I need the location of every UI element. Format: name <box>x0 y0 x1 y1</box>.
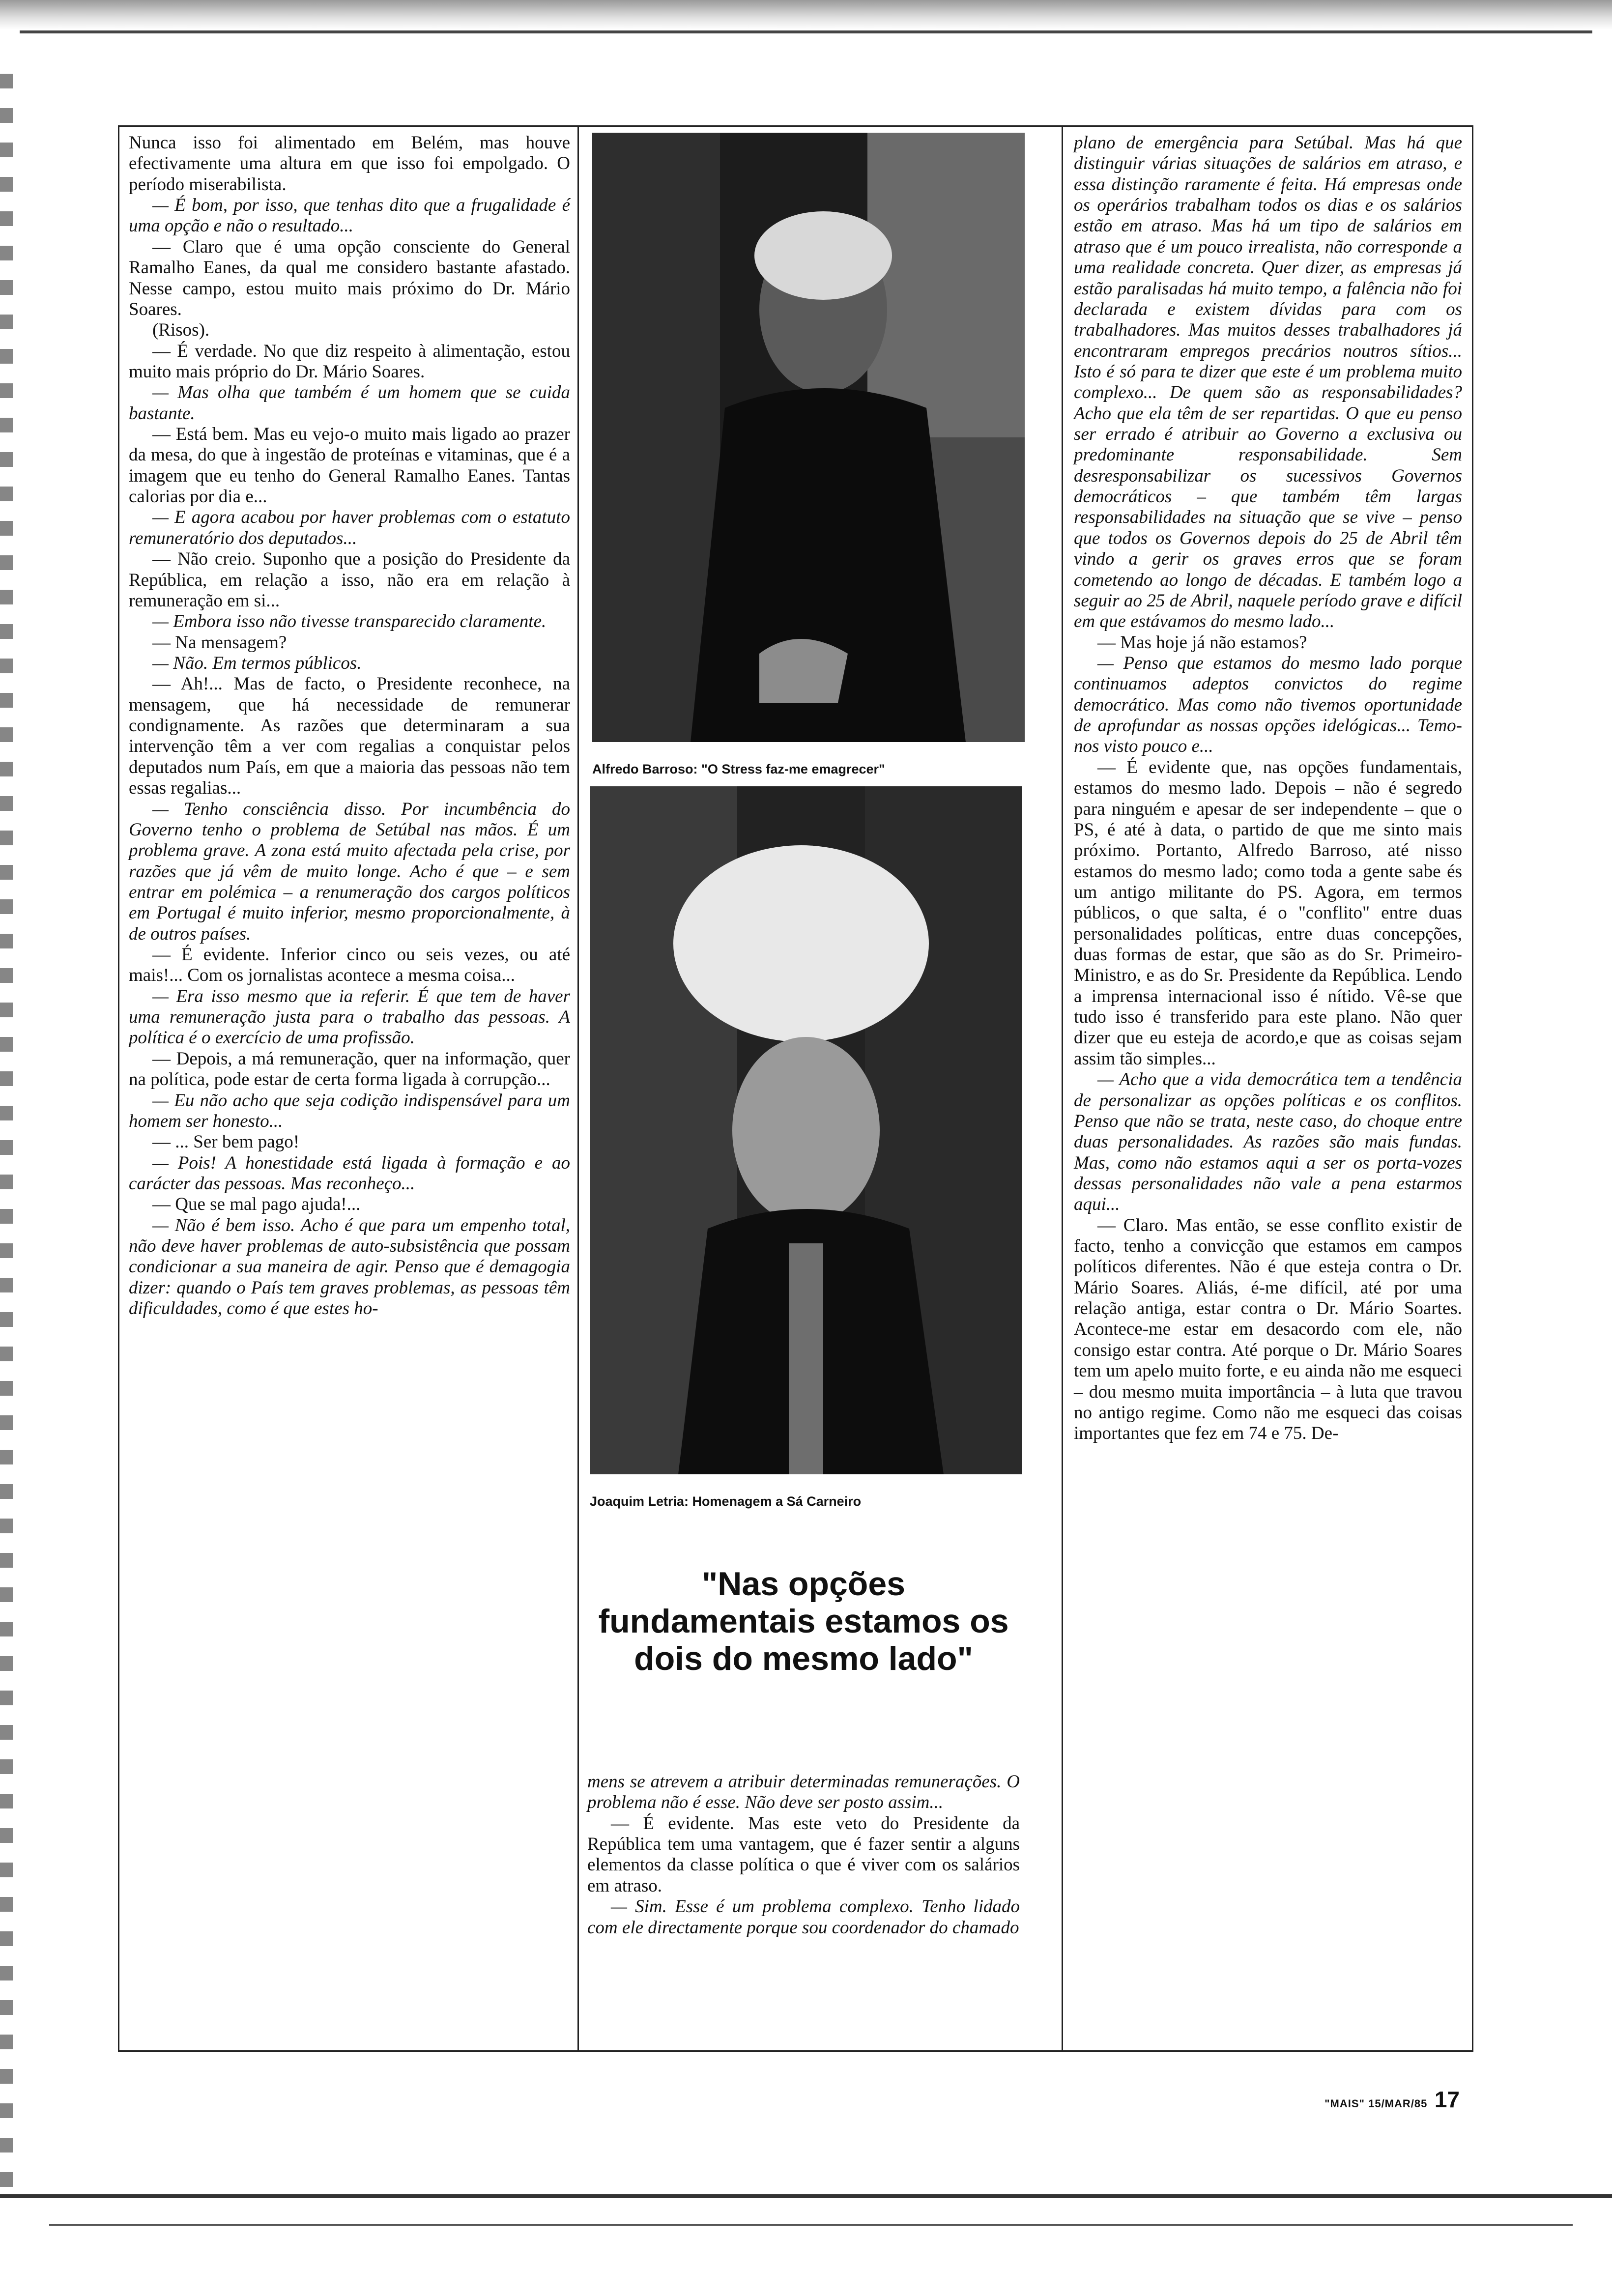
photo-alfredo-barroso <box>592 133 1025 742</box>
paragraph: — Está bem. Mas eu vejo-o muito mais ligado ao prazer da mesa, do que à ingestão de proteínas e vitaminas, que é a imagem que eu tenho do General Ramalho Eanes. Tantas calorias por dia e... <box>129 424 570 507</box>
photo-joaquim-letria <box>590 786 1022 1474</box>
paragraph: — Sim. Esse é um problema complexo. Tenho lidado com ele directamente porque sou coordenador do chamado <box>587 1896 1020 1938</box>
pull-quote-headline: "Nas opções fundamentais estamos os dois do mesmo lado" <box>598 1565 1009 1678</box>
paragraph: — Mas hoje já não estamos? <box>1097 632 1307 653</box>
rule-bottom <box>118 2050 1473 2052</box>
article-column-2 <box>587 1772 1020 1938</box>
paragraph: — Era isso mesmo que ia referir. É que tem de haver uma remuneração justa para o trabalho das pessoas. A política é o exercício de uma profissão. <box>129 986 570 1048</box>
article-column-1 <box>129 133 570 1319</box>
paragraph: — Não. Em termos públicos. <box>152 653 362 673</box>
article-column-3 <box>1074 133 1462 1444</box>
paragraph: — Embora isso não tivesse transparecido claramente. <box>152 611 547 632</box>
paragraph: — Tenho consciência disso. Por incumbência do Governo tenho o problema de Setúbal nas mãos. É um problema grave. A zona está muito afectada pela crise, por razões que já vêm de muito longe. Acho é que – e sem entrar em polémica – a renumeração dos cargos políticos em Portugal é muito inferior, mesmo proporcionalmente, à de outros países. <box>129 799 570 944</box>
paragraph: — Que se mal pago ajuda!... <box>152 1194 361 1215</box>
photo-1-caption: Alfredo Barroso: "O Stress faz-me emagrecer" <box>592 762 885 776</box>
photo-2-caption: Joaquim Letria: Homenagem a Sá Carneiro <box>590 1494 862 1509</box>
scan-top-edge <box>0 0 1612 29</box>
paragraph: — É evidente. Mas este veto do Presidente da República tem uma vantagem, que é fazer sentir a alguns elementos da classe política o que é viver com os salários em atraso. <box>587 1813 1020 1896</box>
paragraph: — É evidente. Inferior cinco ou seis vezes, ou até mais!... Com os jornalistas acontece a mesma coisa... <box>129 945 570 986</box>
paragraph: — É verdade. No que diz respeito à alimentação, estou muito mais próprio do Dr. Mário Soares. <box>129 341 570 382</box>
paragraph: — Pois! A honestidade está ligada à formação e ao carácter das pessoas. Mas reconheço... <box>129 1152 570 1194</box>
paragraph: — ... Ser bem pago! <box>152 1132 300 1152</box>
scan-top-rule <box>20 30 1592 33</box>
paragraph: — Acho que a vida democrática tem a tendência de personalizar as opções políticas e os conflitos. Penso que não se trata, neste caso, do choque entre duas personalidades. As razões são mais fundas. Mas, como não estamos aqui a ser os porta-vozes dessas personalidades não vale a pena estarmos aqui... <box>1074 1069 1462 1215</box>
paragraph: mens se atrevem a atribuir determinadas remunerações. O problema não é esse. Não deve ser posto assim... <box>587 1772 1020 1813</box>
column-rule-right <box>1472 125 1473 2052</box>
paragraph: Nunca isso foi alimentado em Belém, mas houve efectivamente uma altura em que isso foi empolgado. O período miserabilista. <box>129 133 570 195</box>
paragraph: plano de emergência para Setúbal. Mas há que distinguir várias situações de salários em atraso, e essa distinção raramente é feita. Há empresas onde os operários trabalham todos os dias e os salários estão em atraso. Mas há um tipo de salários em atraso que é um pouco irrealista, não corresponde a uma realidade concreta. Quer dizer, as empresas já estão paralisadas há muito tempo, a falência não foi declarada e existem dívidas para com os trabalhadores. Mas muitos desses trabalhadores já encontraram empregos precários noutros sítios... Isto é só para te dizer que este é um problema muito complexo... De quem são as responsabilidades? Acho que ela têm de ser repartidas. O que eu penso ser errado é atribuir ao Governo a exclusiva ou predominante responsabilidade. Sem desresponsabilizar os sucessivos Governos democráticos – que também têm largas responsabilidades na situação que se vive – penso que todos os Governos depois do 25 de Abril têm vindo a gerir os graves erros que se foram cometendo ao longo de décadas. E também logo a seguir ao 25 de Abril, naquele período grave e difícil em que estávamos do mesmo lado... <box>1074 133 1462 632</box>
paragraph: — Não é bem isso. Acho é que para um empenho total, não deve haver problemas de auto-subsistência que possam condicionar a sua maneira de agir. Penso que é demagogia dizer: quando o País tem graves problemas, as pessoas têm dificuldades, como é que estes ho- <box>129 1215 570 1319</box>
paragraph: — Não creio. Suponho que a posição do Presidente da República, em relação a isso, não era em relação à remuneração em si... <box>129 549 570 611</box>
column-rule-left <box>118 125 119 2052</box>
paragraph: — Depois, a má remuneração, quer na informação, quer na política, pode estar de certa forma ligada à corrupção... <box>129 1048 570 1090</box>
paragraph: — Ah!... Mas de facto, o Presidente reconhece, na mensagem, que há necessidade de remunerar condignamente. As razões que determinaram a sua intervenção têm a ver com regalias a conquistar pelos deputados num País, em que a maioria das pessoas não tem essas regalias... <box>129 674 570 799</box>
paragraph: — Mas olha que também é um homem que se cuida bastante. <box>129 382 570 424</box>
paragraph: — É evidente que, nas opções fundamentais, estamos do mesmo lado. Depois – não é segredo para ninguém e apesar de ser independente – que o PS, é até à data, o partido de que me sinto mais próximo. Portanto, Alfredo Barroso, até nisso estamos do mesmo lado; como toda a gente sabe és um antigo militante do PS. Agora, em termos públicos, o que salta, é o "conflito" entre duas personalidades políticas, entre duas concepções, duas formas de estar, que são as do Sr. Primeiro-Ministro, e as do Sr. Presidente da República. Lendo a imprensa internacional isso é nítido. Vê-se que tudo isso é transferido para este plano. Não quer dizer que eu esteja de acordo,e que as coisas sejam assim tão simples... <box>1074 757 1462 1069</box>
paragraph: — Claro que é uma opção consciente do General Ramalho Eanes, da qual me considero bastante afastado. Nesse campo, estou muito mais próximo do Dr. Mário Soares. <box>129 236 570 319</box>
column-rule-mid-right <box>1062 125 1063 2052</box>
column-rule-mid-left <box>577 125 579 2052</box>
scan-left-edge <box>0 74 13 2187</box>
page-number: 17 <box>1434 2087 1460 2112</box>
paragraph: — Eu não acho que seja codição indispensável para um homem ser honesto... <box>129 1090 570 1131</box>
paragraph: — Claro. Mas então, se esse conflito existir de facto, tenho a convicção que estamos em campos políticos diferentes. Não é que esteja contra o Dr. Mário Soares. Aliás, é-me difícil, até por uma relação antiga, estar contra o Dr. Mário Soartes. Acontece-me estar em desacordo com ele, não consigo estar contra. Até porque o Dr. Mário Soares tem um apelo muito forte, e eu ainda não me esqueci – dou mesmo muita importância – à luta que travou no antigo regime. Como não me esqueci das coisas importantes que fez em 74 e 75. De- <box>1074 1215 1462 1444</box>
page-footer <box>1324 2086 1460 2113</box>
rule-top <box>118 125 1473 127</box>
scan-bottom-rule <box>0 2194 1612 2198</box>
paragraph: — E agora acabou por haver problemas com o estatuto remuneratório dos deputados... <box>129 507 570 548</box>
paragraph: — Na mensagem? <box>152 632 287 653</box>
paragraph: (Risos). <box>152 320 210 341</box>
publication-name: "MAIS" 15/MAR/85 <box>1324 2097 1428 2110</box>
scan-bottom-rule-2 <box>49 2224 1573 2226</box>
paragraph: — É bom, por isso, que tenhas dito que a frugalidade é uma opção e não o resultado... <box>129 195 570 236</box>
paragraph: — Penso que estamos do mesmo lado porque continuamos adeptos convictos do regime democrático. Mas como não tivemos oportunidade de aprofundar as nossas opções idelógicas... Temo-nos visto pouco e... <box>1074 653 1462 757</box>
